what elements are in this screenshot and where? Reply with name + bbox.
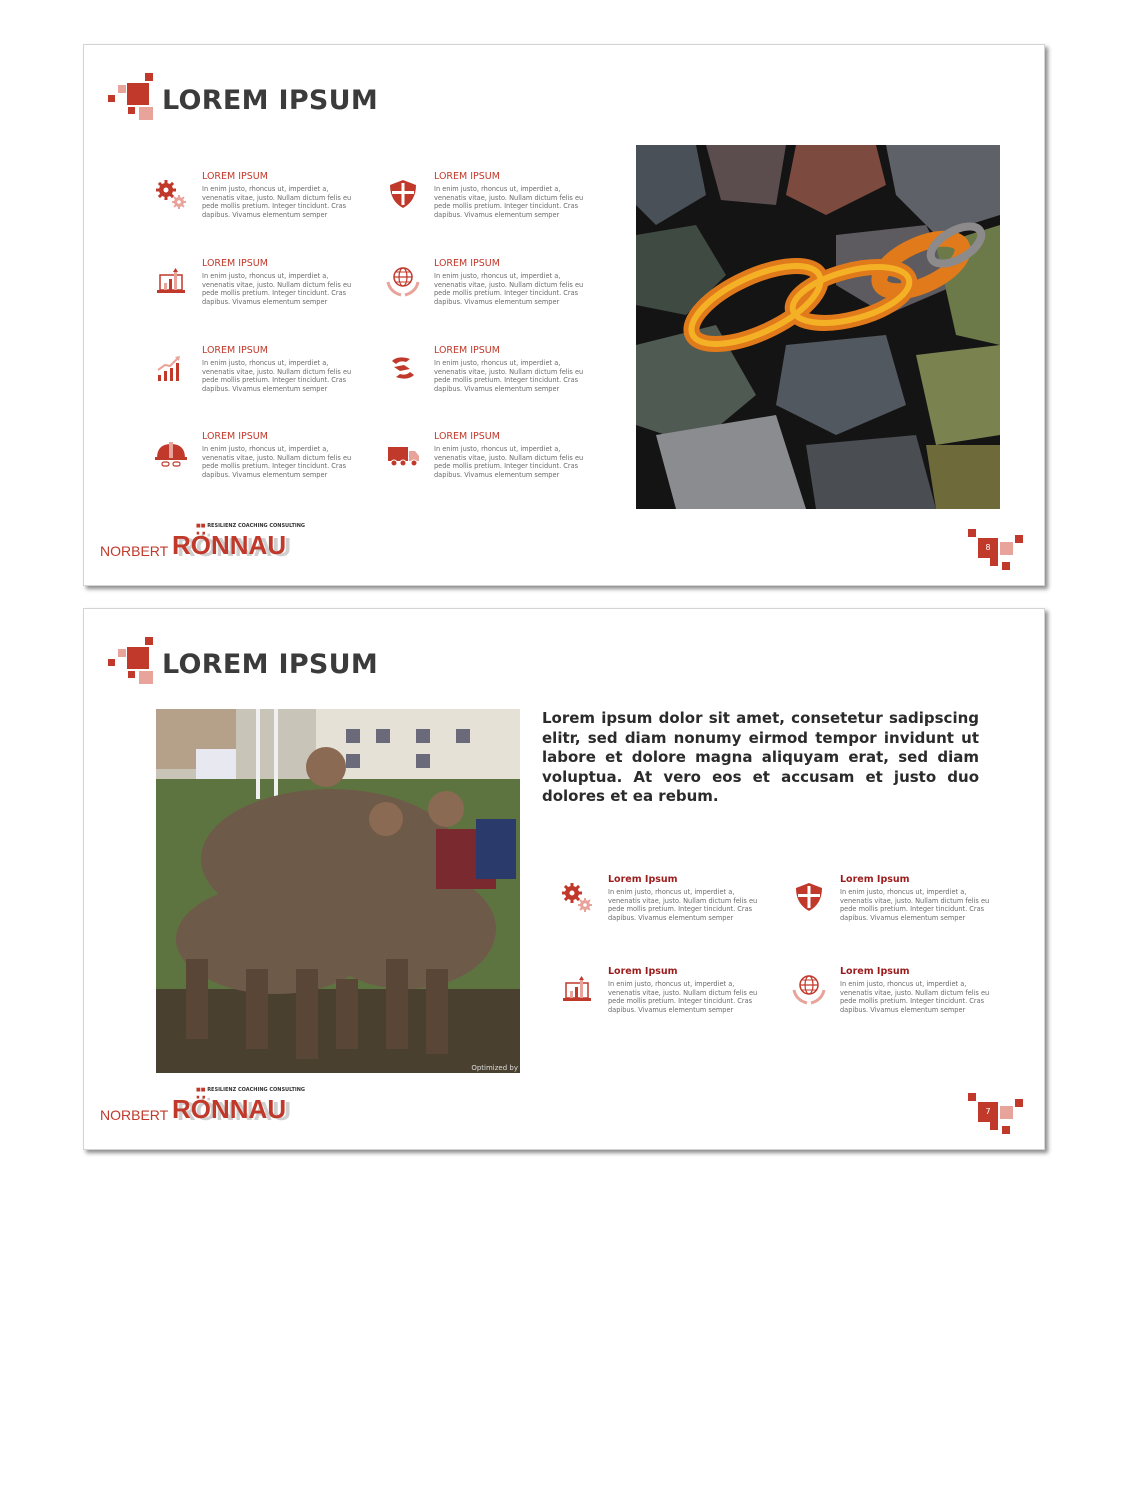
photo-rusty-chain-on-rocks [636,145,1000,509]
brand-first-name: NORBERT [100,1107,169,1123]
globe-hands-icon [792,972,826,1006]
feature-body: In enim justo, rhoncus ut, imperdiet a, venenatis vitae, justo. Nullam dictum felis eu pede mollis pretium. Integer tincidunt. Cras dapibus. Vivamus elementum semper [202,185,352,219]
shield-icon [792,880,826,914]
intro-paragraph: Lorem ipsum dolor sit amet, consetetur sadipscing elitr, sed diam nonumy eirmod tempor invidunt ut labore et dolore magna aliquyam erat, sed diam voluptua. At vero eos et accusam et justo duo dolores et ea rebum. [542,709,979,805]
feature-item [386,345,584,415]
feature-title: LOREM IPSUM [202,258,268,269]
slide-7 [83,608,1045,1150]
brand-first-name: NORBERT [100,543,169,559]
page-number-badge [968,529,1026,571]
feature-item [154,171,352,241]
feature-item [154,345,352,415]
page-number: 7 [978,1102,998,1122]
logo-squares-mark [108,635,160,687]
gears-icon [154,177,188,211]
feature-body: In enim justo, rhoncus ut, imperdiet a, venenatis vitae, justo. Nullam dictum felis eu pede mollis pretium. Integer tincidunt. Cras dapibus. Vivamus elementum semper [840,980,990,1014]
feature-body: In enim justo, rhoncus ut, imperdiet a, venenatis vitae, justo. Nullam dictum felis eu pede mollis pretium. Integer tincidunt. Cras dapibus. Vivamus elementum semper [840,888,990,922]
feature-body: In enim justo, rhoncus ut, imperdiet a, venenatis vitae, justo. Nullam dictum felis eu pede mollis pretium. Integer tincidunt. Cras dapibus. Vivamus elementum semper [608,888,758,922]
feature-body: In enim justo, rhoncus ut, imperdiet a, venenatis vitae, justo. Nullam dictum felis eu pede mollis pretium. Integer tincidunt. Cras dapibus. Vivamus elementum semper [202,445,352,479]
feature-item [560,874,758,944]
feature-title: Lorem Ipsum [840,966,910,977]
feature-body: In enim justo, rhoncus ut, imperdiet a, venenatis vitae, justo. Nullam dictum felis eu pede mollis pretium. Integer tincidunt. Cras dapibus. Vivamus elementum semper [202,359,352,393]
gears-icon [560,880,594,914]
feature-item [792,966,990,1036]
laptop-chart-icon [154,264,188,298]
feature-title: LOREM IPSUM [202,345,268,356]
slide-8 [83,44,1045,586]
feature-title: LOREM IPSUM [434,258,500,269]
globe-hands-icon [386,264,420,298]
feature-item [386,431,584,501]
brand-logo [100,1087,320,1127]
brand-tagline: ■■ RESILIENZ COACHING CONSULTING [196,523,306,529]
brand-last-name: RÖNNAU [172,530,287,560]
brand-logo [100,523,320,563]
photo-rugby-scrum [156,709,520,1073]
feature-body: In enim justo, rhoncus ut, imperdiet a, venenatis vitae, justo. Nullam dictum felis eu pede mollis pretium. Integer tincidunt. Cras dapibus. Vivamus elementum semper [434,185,584,219]
feature-item [560,966,758,1036]
page-number: 8 [978,538,998,558]
feature-title: LOREM IPSUM [434,171,500,182]
photo-credit: Optimized by [471,1064,518,1072]
slide-title: LOREM IPSUM [162,649,379,680]
feature-body: In enim justo, rhoncus ut, imperdiet a, venenatis vitae, justo. Nullam dictum felis eu pede mollis pretium. Integer tincidunt. Cras dapibus. Vivamus elementum semper [434,359,584,393]
logo-squares-mark [108,71,160,123]
feature-title: Lorem Ipsum [608,966,678,977]
feature-body: In enim justo, rhoncus ut, imperdiet a, venenatis vitae, justo. Nullam dictum felis eu pede mollis pretium. Integer tincidunt. Cras dapibus. Vivamus elementum semper [434,445,584,479]
shield-icon [386,177,420,211]
feature-item [154,431,352,501]
feature-body: In enim justo, rhoncus ut, imperdiet a, venenatis vitae, justo. Nullam dictum felis eu pede mollis pretium. Integer tincidunt. Cras dapibus. Vivamus elementum semper [608,980,758,1014]
slide-title: LOREM IPSUM [162,85,379,116]
feature-title: LOREM IPSUM [434,345,500,356]
growth-chart-icon [154,351,188,385]
feature-item [792,874,990,944]
laptop-chart-icon [560,972,594,1006]
handshake-icon [386,351,420,385]
brand-last-name: RÖNNAU [172,1094,287,1124]
feature-title: LOREM IPSUM [202,171,268,182]
feature-title: LOREM IPSUM [434,431,500,442]
feature-item [386,258,584,328]
feature-title: Lorem Ipsum [840,874,910,885]
feature-item [386,171,584,241]
feature-body: In enim justo, rhoncus ut, imperdiet a, venenatis vitae, justo. Nullam dictum felis eu pede mollis pretium. Integer tincidunt. Cras dapibus. Vivamus elementum semper [434,272,584,306]
hard-hat-icon [154,437,188,471]
feature-item [154,258,352,328]
feature-body: In enim justo, rhoncus ut, imperdiet a, venenatis vitae, justo. Nullam dictum felis eu pede mollis pretium. Integer tincidunt. Cras dapibus. Vivamus elementum semper [202,272,352,306]
truck-icon [386,437,420,471]
feature-title: Lorem Ipsum [608,874,678,885]
page-number-badge [968,1093,1026,1135]
feature-title: LOREM IPSUM [202,431,268,442]
brand-tagline: ■■ RESILIENZ COACHING CONSULTING [196,1087,306,1093]
